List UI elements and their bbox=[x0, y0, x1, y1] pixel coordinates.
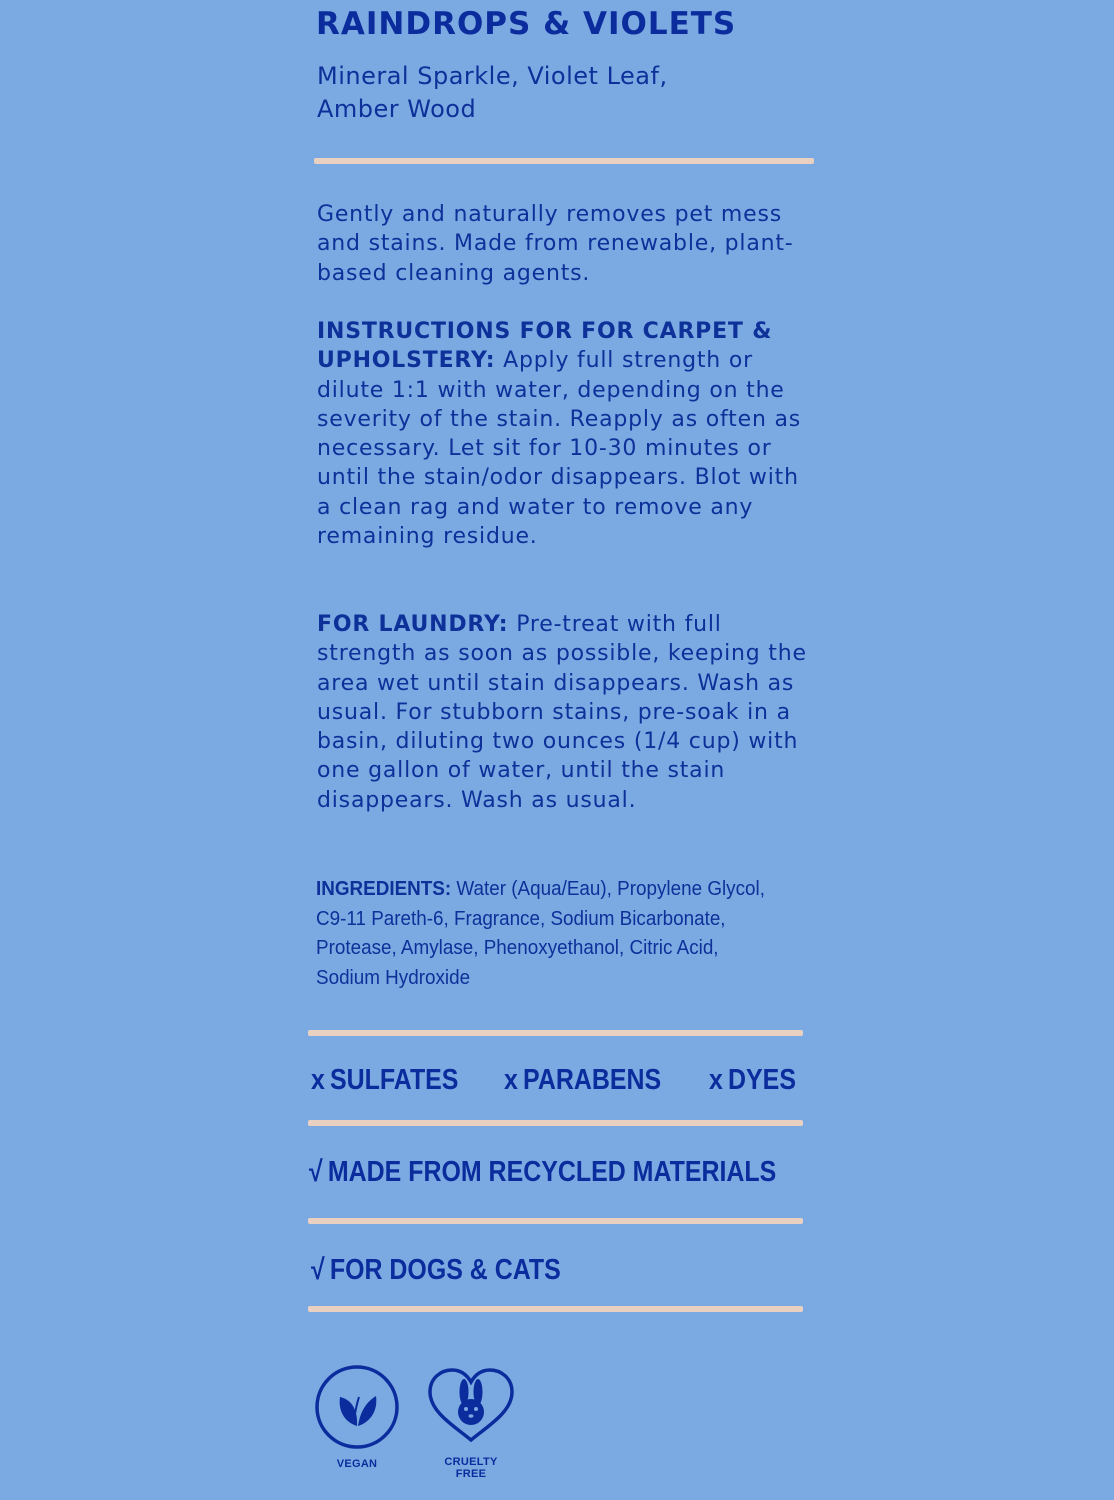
scent-line-1: Mineral Sparkle, Violet Leaf, bbox=[317, 62, 668, 90]
free-from-dyes bbox=[709, 1064, 796, 1097]
free-from-item: DYES bbox=[728, 1064, 796, 1096]
check-mark-icon: √ bbox=[309, 1156, 323, 1188]
divider-free-from-top bbox=[308, 1030, 803, 1036]
divider-free-from-bottom bbox=[308, 1120, 803, 1126]
pets-claim bbox=[311, 1254, 561, 1287]
x-mark-icon: x bbox=[709, 1064, 723, 1096]
divider-bottom bbox=[308, 1306, 803, 1312]
ingredients-heading: INGREDIENTS: bbox=[316, 877, 452, 900]
description: Gently and naturally removes pet mess and stains. Made from renewable, plant-based cleaning agents. bbox=[317, 202, 794, 286]
carpet-instructions-heading: INSTRUCTIONS FOR FOR CARPET & UPHOLSTERY: bbox=[317, 319, 773, 374]
free-from-item: SULFATES bbox=[330, 1064, 459, 1096]
cruelty-free-label-line-2: FREE bbox=[455, 1468, 487, 1480]
scent-line-2: Amber Wood bbox=[317, 95, 477, 123]
divider-recycled bbox=[308, 1218, 803, 1224]
recycled-claim-text: MADE FROM RECYCLED MATERIALS bbox=[327, 1156, 777, 1188]
vegan-leaf-icon bbox=[314, 1364, 400, 1450]
x-mark-icon: x bbox=[311, 1064, 325, 1096]
recycled-materials-claim bbox=[309, 1156, 776, 1189]
ingredients-text: Water (Aqua/Eau), Propylene Glycol, C9-11 Pareth-6, Fragrance, Sodium Bicarbonate, Protease, Amylase, Phenoxyethanol, Citric Acid, Sodium Hydroxide bbox=[316, 877, 765, 989]
scent-notes bbox=[317, 60, 757, 126]
cruelty-free-label-line-1: CRUELTY bbox=[444, 1456, 498, 1468]
x-mark-icon: x bbox=[504, 1064, 518, 1096]
vegan-badge bbox=[312, 1364, 402, 1470]
free-from-item: PARABENS bbox=[523, 1064, 662, 1096]
product-title: RAINDROPS & VIOLETS bbox=[316, 6, 737, 42]
divider-top bbox=[314, 158, 814, 164]
pets-claim-text: FOR DOGS & CATS bbox=[329, 1254, 561, 1286]
carpet-instructions bbox=[317, 317, 807, 551]
check-mark-icon: √ bbox=[311, 1254, 325, 1286]
carpet-instructions-text: Apply full strength or dilute 1:1 with water, depending on the severity of the stain. Reapply as often as necessary. Let sit for 10-30 minutes or until the stain/odor disappears. Blot with a clean rag and water to remove any remaining residue. bbox=[317, 348, 802, 550]
vegan-label: VEGAN bbox=[336, 1458, 378, 1470]
free-from-parabens bbox=[504, 1064, 661, 1097]
laundry-instructions-text: Pre-treat with full strength as soon as possible, keeping the area wet until stain disappears. Wash as usual. For stubborn stains, pre-soak in a basin, diluting two ounces (1/4 cup) with one gallon of water, until the stain disappears. Wash as usual. bbox=[317, 612, 807, 813]
laundry-instructions-heading: FOR LAUNDRY: bbox=[317, 612, 509, 637]
ingredients bbox=[316, 874, 776, 992]
cruelty-free-badge bbox=[424, 1366, 518, 1480]
cruelty-free-bunny-heart-icon bbox=[424, 1366, 518, 1446]
laundry-instructions bbox=[317, 610, 807, 815]
free-from-sulfates bbox=[311, 1064, 458, 1097]
